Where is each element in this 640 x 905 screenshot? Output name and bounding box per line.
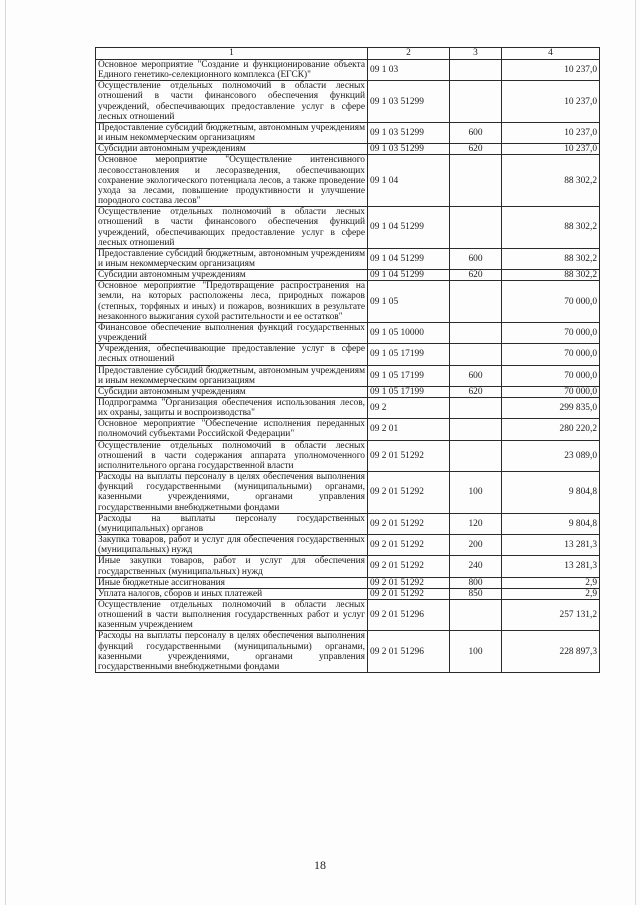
table-row [96, 588, 600, 599]
row-expense-type [450, 281, 502, 323]
row-expense-type [450, 81, 502, 123]
row-name: Иные закупки товаров, работ и услуг для обеспечения государственных (муниципальных) нужд [96, 556, 368, 577]
table-row [96, 81, 600, 123]
row-expense-type: 120 [450, 513, 502, 534]
row-expense-type [450, 440, 502, 471]
table-row [96, 144, 600, 155]
row-code: 09 2 01 51292 [368, 535, 450, 556]
row-name: Субсидии автономным учреждениям [96, 144, 368, 155]
row-code: 09 2 01 51292 [368, 440, 450, 471]
row-code: 09 1 05 [368, 281, 450, 323]
row-name: Расходы на выплаты персоналу государственных (муниципальных) органов [96, 513, 368, 534]
row-expense-type [450, 60, 502, 81]
row-amount: 10 237,0 [502, 60, 600, 81]
row-expense-type: 600 [450, 248, 502, 269]
header-col-3: 3 [450, 48, 502, 60]
row-code: 09 1 04 [368, 155, 450, 207]
table-row [96, 155, 600, 207]
row-code: 09 1 03 51299 [368, 122, 450, 143]
row-expense-type [450, 322, 502, 343]
row-expense-type: 850 [450, 588, 502, 599]
row-code: 09 1 03 [368, 60, 450, 81]
header-col-2: 2 [368, 48, 450, 60]
table-row [96, 440, 600, 471]
row-amount: 88 302,2 [502, 270, 600, 281]
table-row [96, 513, 600, 534]
table-row [96, 365, 600, 386]
row-code: 09 2 01 51292 [368, 556, 450, 577]
row-name: Финансовое обеспечение выполнения функций государственных учреждений [96, 322, 368, 343]
row-name: Основное мероприятие "Осуществление интенсивного лесовосстановления и лесоразведения, обеспечивающих сохранение экологического потенциала лесов, а также проведение ухода за лесами, повышение продуктивности и улучшение породного состава лесов" [96, 155, 368, 207]
table-row [96, 60, 600, 81]
row-name: Субсидии автономным учреждениям [96, 386, 368, 397]
row-expense-type: 600 [450, 365, 502, 386]
table-header-row [96, 48, 600, 60]
row-code: 09 2 01 51292 [368, 577, 450, 588]
row-expense-type: 620 [450, 386, 502, 397]
row-name: Осуществление отдельных полномочий в области лесных отношений в части содержания аппарата уполномоченного исполнительного органа государственной власти [96, 440, 368, 471]
row-expense-type: 620 [450, 270, 502, 281]
table-row [96, 344, 600, 365]
scan-edge-right [635, 0, 636, 905]
row-expense-type: 620 [450, 144, 502, 155]
row-amount: 23 089,0 [502, 440, 600, 471]
row-code: 09 1 05 10000 [368, 322, 450, 343]
header-col-4: 4 [502, 48, 600, 60]
scan-edge-left [5, 0, 6, 905]
table-row [96, 281, 600, 323]
row-expense-type [450, 419, 502, 440]
row-code: 09 1 04 51299 [368, 270, 450, 281]
row-expense-type: 240 [450, 556, 502, 577]
row-code: 09 2 01 51292 [368, 588, 450, 599]
row-amount: 10 237,0 [502, 122, 600, 143]
table-row [96, 207, 600, 249]
row-name: Уплата налогов, сборов и иных платежей [96, 588, 368, 599]
row-expense-type: 100 [450, 631, 502, 673]
table-row [96, 599, 600, 630]
row-amount: 70 000,0 [502, 386, 600, 397]
table-row [96, 386, 600, 397]
row-code: 09 1 05 17199 [368, 386, 450, 397]
row-code: 09 2 01 [368, 419, 450, 440]
row-expense-type [450, 207, 502, 249]
row-code: 09 1 03 51299 [368, 81, 450, 123]
row-name: Подпрограмма "Организация обеспечения использования лесов, их охраны, защиты и воспроизводства" [96, 398, 368, 419]
table-row [96, 631, 600, 673]
row-code: 09 2 01 51292 [368, 472, 450, 514]
row-name: Предоставление субсидий бюджетным, автономным учреждениям и иным некоммерческим организациям [96, 248, 368, 269]
header-col-1: 1 [96, 48, 368, 60]
row-code: 09 2 [368, 398, 450, 419]
row-name: Основное мероприятие "Обеспечение исполнения переданных полномочий субъектами Российской Федерации" [96, 419, 368, 440]
row-expense-type [450, 155, 502, 207]
row-amount: 88 302,2 [502, 155, 600, 207]
row-code: 09 1 05 17199 [368, 344, 450, 365]
row-amount: 10 237,0 [502, 144, 600, 155]
row-amount: 70 000,0 [502, 281, 600, 323]
row-name: Основное мероприятие "Предотвращение распространения на земли, на которых расположены леса, природных пожаров (степных, торфяных и иных) и пожаров, возникших в результате незаконного выжигания сухой растительности и ее остатков" [96, 281, 368, 323]
row-amount: 228 897,3 [502, 631, 600, 673]
budget-table [95, 47, 600, 673]
row-amount: 10 237,0 [502, 81, 600, 123]
row-amount: 13 281,3 [502, 556, 600, 577]
row-amount: 70 000,0 [502, 322, 600, 343]
row-amount: 88 302,2 [502, 248, 600, 269]
table-row [96, 270, 600, 281]
row-code: 09 1 04 51299 [368, 248, 450, 269]
row-expense-type [450, 344, 502, 365]
row-name: Осуществление отдельных полномочий в области лесных отношений в части финансового обеспечения функций учреждений, обеспечивающих предоставление услуг в сфере лесных отношений [96, 81, 368, 123]
row-name: Закупка товаров, работ и услуг для обеспечения государственных (муниципальных) нужд [96, 535, 368, 556]
table-row [96, 322, 600, 343]
table-row [96, 419, 600, 440]
row-amount: 70 000,0 [502, 344, 600, 365]
row-code: 09 2 01 51296 [368, 599, 450, 630]
row-name: Расходы на выплаты персоналу в целях обеспечения выполнения функций государственными (муниципальными) органами, казенными учреждениями, органами управления государственными внебюджетными фондами [96, 631, 368, 673]
row-amount: 280 220,2 [502, 419, 600, 440]
row-name: Расходы на выплаты персоналу в целях обеспечения выполнения функций государственными (муниципальными) органами, казенными учреждениями, органами управления государственными внебюджетными фондами [96, 472, 368, 514]
row-name: Осуществление отдельных полномочий в области лесных отношений в части финансового обеспечения функций учреждений, обеспечивающих предоставление услуг в сфере лесных отношений [96, 207, 368, 249]
row-name: Основное мероприятие "Создание и функционирование объекта Единого генетико-селекционного комплекса (ЕГСК)" [96, 60, 368, 81]
row-code: 09 1 03 51299 [368, 144, 450, 155]
row-amount: 88 302,2 [502, 207, 600, 249]
row-code: 09 2 01 51292 [368, 513, 450, 534]
row-expense-type: 800 [450, 577, 502, 588]
row-name: Осуществление отдельных полномочий в области лесных отношений в части выполнения государственных работ и услуг казенным учреждением [96, 599, 368, 630]
table-row [96, 248, 600, 269]
table-row [96, 535, 600, 556]
row-amount: 257 131,2 [502, 599, 600, 630]
row-amount: 299 835,0 [502, 398, 600, 419]
row-amount: 2,9 [502, 577, 600, 588]
row-code: 09 2 01 51296 [368, 631, 450, 673]
row-expense-type: 600 [450, 122, 502, 143]
row-amount: 13 281,3 [502, 535, 600, 556]
table-row [96, 472, 600, 514]
row-amount: 2,9 [502, 588, 600, 599]
row-name: Учреждения, обеспечивающие предоставление услуг в сфере лесных отношений [96, 344, 368, 365]
table-row [96, 398, 600, 419]
row-amount: 9 804,8 [502, 513, 600, 534]
table-row [96, 122, 600, 143]
row-expense-type: 200 [450, 535, 502, 556]
row-expense-type: 100 [450, 472, 502, 514]
row-code: 09 1 05 17199 [368, 365, 450, 386]
table-row [96, 556, 600, 577]
row-code: 09 1 04 51299 [368, 207, 450, 249]
row-name: Иные бюджетные ассигнования [96, 577, 368, 588]
row-amount: 9 804,8 [502, 472, 600, 514]
row-expense-type [450, 398, 502, 419]
row-amount: 70 000,0 [502, 365, 600, 386]
row-name: Субсидии автономным учреждениям [96, 270, 368, 281]
page-number: 18 [314, 858, 326, 872]
row-expense-type [450, 599, 502, 630]
table-row [96, 577, 600, 588]
row-name: Предоставление субсидий бюджетным, автономным учреждениям и иным некоммерческим организациям [96, 365, 368, 386]
row-name: Предоставление субсидий бюджетным, автономным учреждениям и иным некоммерческим организациям [96, 122, 368, 143]
